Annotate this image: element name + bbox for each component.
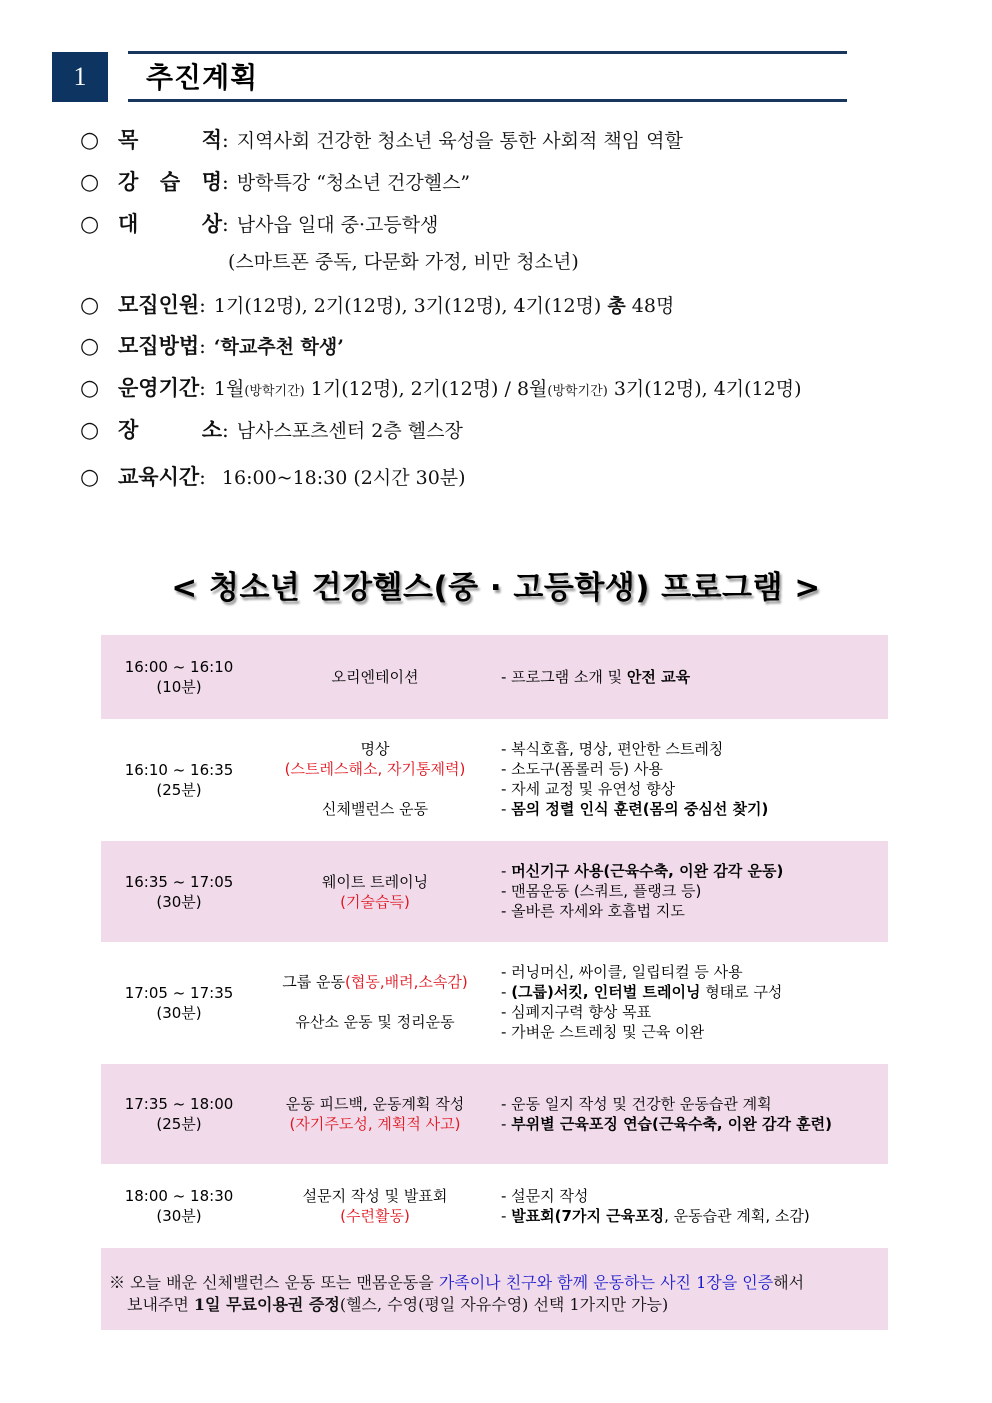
- overview-value: 남사스포츠센터 2층 헬스장: [236, 420, 463, 442]
- schedule-activity: 오리엔테이션: [331, 668, 419, 686]
- overview-label: 강 습 명: [118, 169, 222, 194]
- overview-item-period: ○ 운영기간 : 1월(방학기간) 1기(12명), 2기(12명) / 8월(방학기간) 3기(12명), 4기(12명): [80, 372, 802, 402]
- overview-item-course-name: ○ 강 습 명 : 방학특강 “청소년 건강헬스”: [80, 166, 470, 196]
- schedule-time: 16:35 ~ 17:05 (30분): [124, 872, 234, 911]
- overview-value: 1기(12명), 2기(12명), 3기(12명), 4기(12명) 총 48명: [213, 295, 675, 317]
- schedule-details: - 머신기구 사용(근육수축, 이완 감각 운동) - 맨몸운동 (스쿼트, 플랭크 등) - 올바른 자세와 호흡법 지도: [501, 862, 784, 920]
- circle-bullet-icon: ○: [80, 334, 100, 359]
- schedule-details: - 설문지 작성 - 발표회(7가지 근육포징, 운동습관 계획, 소감): [501, 1187, 810, 1225]
- schedule-time: 17:35 ~ 18:00 (25분): [124, 1095, 234, 1133]
- footer-note: [101, 1248, 888, 1330]
- circle-bullet-icon: ○: [80, 170, 100, 195]
- section-title: 추진계획: [146, 61, 259, 94]
- section-top-rule: [128, 51, 847, 54]
- schedule-details: - 프로그램 소개 및 안전 교육: [501, 668, 691, 686]
- overview-target-sub: (스마트폰 중독, 다문화 가정, 비만 청소년): [228, 251, 579, 273]
- overview-item-recruit-method: ○ 모집방법 : ‘학교추천 학생’: [80, 330, 344, 360]
- circle-bullet-icon: ○: [80, 212, 100, 237]
- schedule-time: 17:05 ~ 17:35 (30분): [124, 984, 234, 1022]
- overview-value: 방학특강 “청소년 건강헬스”: [236, 172, 471, 194]
- overview-label: 모집인원: [118, 292, 200, 317]
- overview-item-recruit-count: ○ 모집인원 : 1기(12명), 2기(12명), 3기(12명), 4기(12명) 총 48명: [80, 289, 674, 319]
- overview-value: 1월(방학기간) 1기(12명), 2기(12명) / 8월(방학기간) 3기(12명), 4기(12명): [213, 378, 802, 400]
- circle-bullet-icon: ○: [80, 376, 100, 401]
- overview-item-class-time: ○ 교육시간 : 16:00~18:30 (2시간 30분): [80, 461, 466, 491]
- schedule-row: [101, 841, 888, 942]
- schedule-row: [101, 635, 888, 719]
- schedule-row: [101, 729, 888, 831]
- overview-item-target: ○ 대 상 : 남사읍 일대 중·고등학생: [80, 208, 438, 238]
- program-title: < 청소년 건강헬스(중 · 고등학생) 프로그램 >: [171, 570, 821, 606]
- overview-value: 16:00~18:30 (2시간 30분): [221, 467, 466, 489]
- schedule-row: [101, 1064, 888, 1164]
- circle-bullet-icon: ○: [80, 418, 100, 443]
- section-number: 1: [73, 62, 87, 91]
- schedule-activity: 웨이트 트레이닝 (기술습득): [321, 873, 429, 911]
- footer-note-line2: 보내주면 1일 무료이용권 증정(헬스, 수영(평일 자유수영) 선택 1가지만 가능): [127, 1295, 669, 1314]
- schedule-details: - 운동 일지 작성 및 건강한 운동습관 계획 - 부위별 근육포징 연습(근육수축, 이완 감각 훈련): [501, 1095, 833, 1133]
- schedule-details: - 복식호흡, 명상, 편안한 스트레칭 - 소도구(폼롤러 등) 사용 - 자세 교정 및 유연성 향상 - 몸의 정렬 인식 훈련(몸의 중심선 찾기): [501, 740, 769, 818]
- footer-note-line1: ※ 오늘 배운 신체밸런스 운동 또는 맨몸운동을 가족이나 친구와 함께 운동하는 사진 1장을 인증해서: [109, 1273, 805, 1292]
- overview-label: 모집방법: [118, 333, 200, 358]
- overview-label: 운영기간: [118, 375, 200, 400]
- overview-item-location: ○ 장 소 : 남사스포츠센터 2층 헬스장: [80, 414, 463, 444]
- circle-bullet-icon: ○: [80, 128, 100, 153]
- overview-label: 교육시간: [118, 464, 200, 489]
- schedule-activity: 명상 (스트레스해소, 자기통제력) 신체밸런스 운동: [284, 740, 466, 818]
- schedule-time: 16:10 ~ 16:35 (25분): [124, 761, 234, 799]
- section-number-box: [52, 52, 108, 102]
- schedule-details: - 러닝머신, 싸이클, 일립티컬 등 사용 - (그룹)서킷, 인터벌 트레이닝 형태로 구성 - 심폐지구력 향상 목표 - 가벼운 스트레칭 및 근육 이완: [501, 963, 783, 1041]
- schedule-row: [101, 952, 888, 1054]
- overview-item-purpose: ○ 목 적 : 지역사회 건강한 청소년 육성을 통한 사회적 책임 역할: [80, 124, 683, 154]
- schedule-time: 16:00 ~ 16:10 (10분): [124, 658, 234, 696]
- overview-label: 목 적: [118, 127, 222, 152]
- overview-label: 대 상: [118, 211, 222, 236]
- schedule-activity: 그룹 운동(협동,배려,소속감) 유산소 운동 및 정리운동: [282, 973, 468, 1031]
- schedule-time: 18:00 ~ 18:30 (30분): [124, 1187, 234, 1225]
- schedule-activity: 운동 피드백, 운동계획 작성 (자기주도성, 계획적 사고): [285, 1095, 465, 1133]
- circle-bullet-icon: ○: [80, 293, 100, 318]
- circle-bullet-icon: ○: [80, 465, 100, 490]
- overview-value: 남사읍 일대 중·고등학생: [236, 214, 439, 236]
- overview-value: 지역사회 건강한 청소년 육성을 통한 사회적 책임 역할: [236, 130, 683, 152]
- schedule-activity: 설문지 작성 및 발표회 (수련활동): [302, 1187, 448, 1225]
- schedule-row: [101, 1174, 888, 1238]
- overview-label: 장 소: [118, 417, 222, 442]
- section-bottom-rule: [128, 99, 847, 102]
- overview-value: ‘학교추천 학생’: [213, 336, 344, 358]
